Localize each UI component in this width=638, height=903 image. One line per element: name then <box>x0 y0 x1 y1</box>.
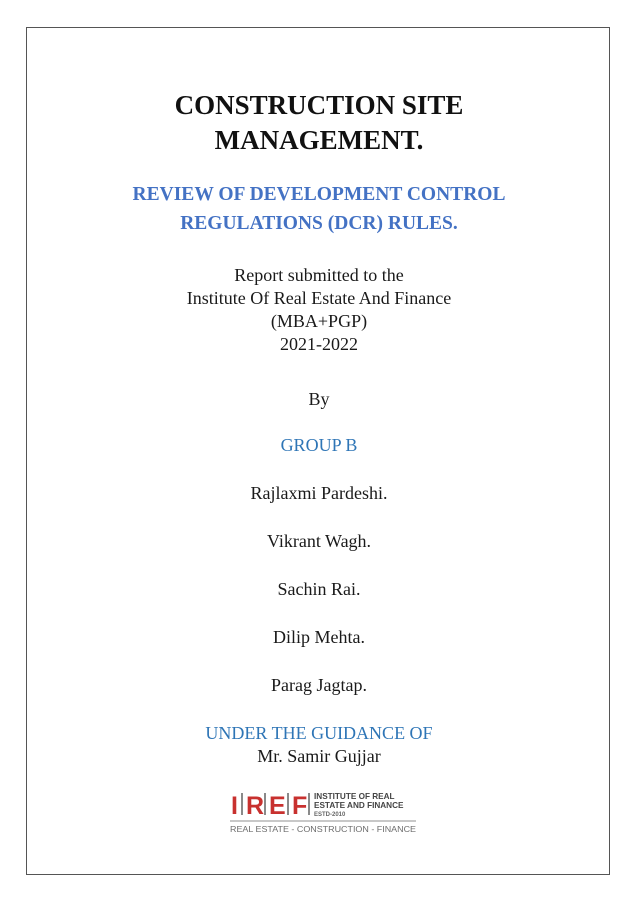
logo-name-line-1: INSTITUTE OF REAL <box>314 792 395 801</box>
title-line-1: CONSTRUCTION SITE <box>174 90 464 120</box>
member-name: Rajlaxmi Pardeshi. <box>250 483 388 503</box>
page-title <box>0 88 638 158</box>
logo-name-line-2: ESTATE AND FINANCE <box>314 801 404 810</box>
logo-letter-f: F <box>292 792 308 820</box>
logo-letter-e: E <box>269 792 286 820</box>
member-name: Parag Jagtap. <box>271 675 367 695</box>
title-line-2: MANAGEMENT. <box>214 125 424 155</box>
submitted-line-1: Report submitted to the <box>234 265 404 285</box>
logo-estd: ESTD-2010 <box>314 812 346 818</box>
submitted-line-2: Institute Of Real Estate And Finance <box>186 288 452 308</box>
by-label: By <box>308 389 330 409</box>
guidance-label: UNDER THE GUIDANCE OF <box>205 723 433 743</box>
submitted-line-3: (MBA+PGP) <box>270 311 368 331</box>
submitted-to-block <box>0 264 638 356</box>
member-name: Vikrant Wagh. <box>266 531 372 551</box>
group-label: GROUP B <box>280 435 358 455</box>
subtitle-line-1: REVIEW OF DEVELOPMENT CONTROL <box>132 184 506 205</box>
logo-letter-r: R <box>246 792 265 820</box>
submitted-line-4: 2021-2022 <box>280 334 358 354</box>
logo-tagline: REAL ESTATE - CONSTRUCTION - FINANCE <box>230 825 416 834</box>
iref-logo <box>228 787 418 837</box>
guide-name: Mr. Samir Gujjar <box>257 746 381 766</box>
report-subtitle <box>0 180 638 238</box>
subtitle-line-2: REGULATIONS (DCR) RULES. <box>180 213 458 234</box>
logo-letter-i: I <box>231 792 238 820</box>
member-name: Sachin Rai. <box>277 579 361 599</box>
member-name: Dilip Mehta. <box>273 627 365 647</box>
